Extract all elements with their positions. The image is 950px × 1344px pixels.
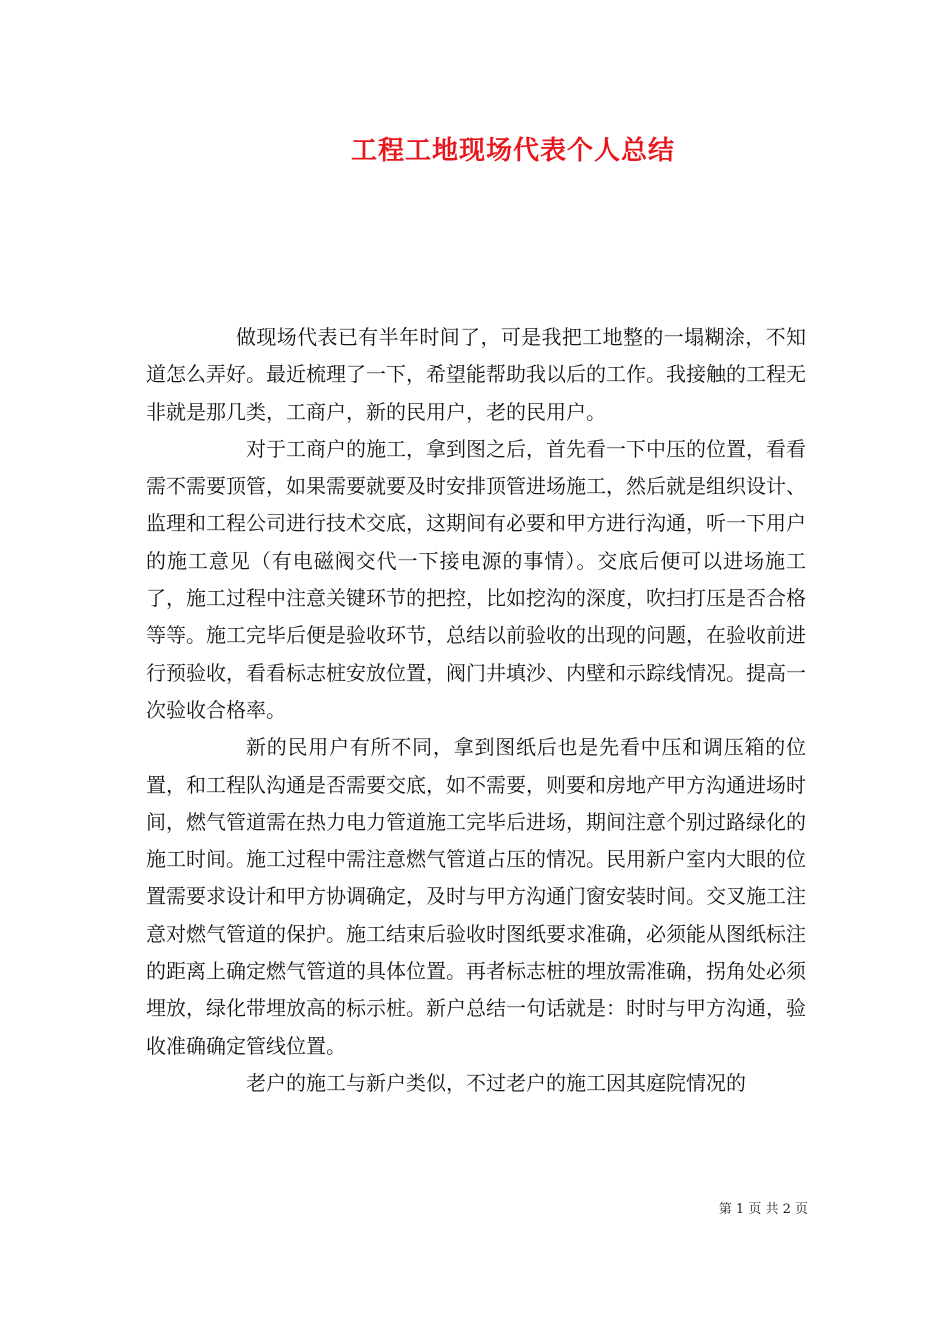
document-title: 工程工地现场代表个人总结	[350, 136, 675, 166]
paragraph-intro: 做现场代表已有半年时间了，可是我把工地整的一塌糊涂，不知道怎么弄好。最近梳理了一下，希望能帮助我以后的工作。我接触的工程无非就是那几类，工商户，新的民用户，老的民用户。	[146, 325, 806, 424]
page-number-footer: 第 1 页 共 2 页	[718, 1202, 808, 1217]
document-body	[146, 319, 806, 1102]
paragraph-new-residential: 新的民用户有所不同，拿到图纸后也是先看中压和调压箱的位置，和工程队沟通是否需要交底，如不需要，则要和房地产甲方沟通进场时间，燃气管道需在热力电力管道施工完毕后进场，期间注意个别过路绿化的施工时间。施工过程中需注意燃气管道占压的情况。民用新户室内大眼的位置需要求设计和甲方协调确定，及时与甲方沟通门窗安装时间。交叉施工注意对燃气管道的保护。施工结束后验收时图纸要求准确，必须能从图纸标注的距离上确定燃气管道的具体位置。再者标志桩的埋放需准确，拐角处必须埋放，绿化带埋放高的标示桩。新户总结一句话就是：时时与甲方沟通，验收准确确定管线位置。	[146, 735, 806, 1058]
paragraph-commercial: 对于工商户的施工，拿到图之后，首先看一下中压的位置，看看需不需要顶管，如果需要就要及时安排顶管进场施工，然后就是组织设计、监理和工程公司进行技术交底，这期间有必要和甲方进行沟通，听一下用户的施工意见（有电磁阀交代一下接电源的事情）。交底后便可以进场施工了，施工过程中注意关键环节的把控，比如挖沟的深度，吹扫打压是否合格等等。施工完毕后便是验收环节，总结以前验收的出现的问题，在验收前进行预验收，看看标志桩安放位置，阀门井填沙、内壁和示踪线情况。提高一次验收合格率。	[146, 436, 806, 722]
paragraph-old-residential: 老户的施工与新户类似，不过老户的施工因其庭院情况的	[246, 1070, 746, 1095]
